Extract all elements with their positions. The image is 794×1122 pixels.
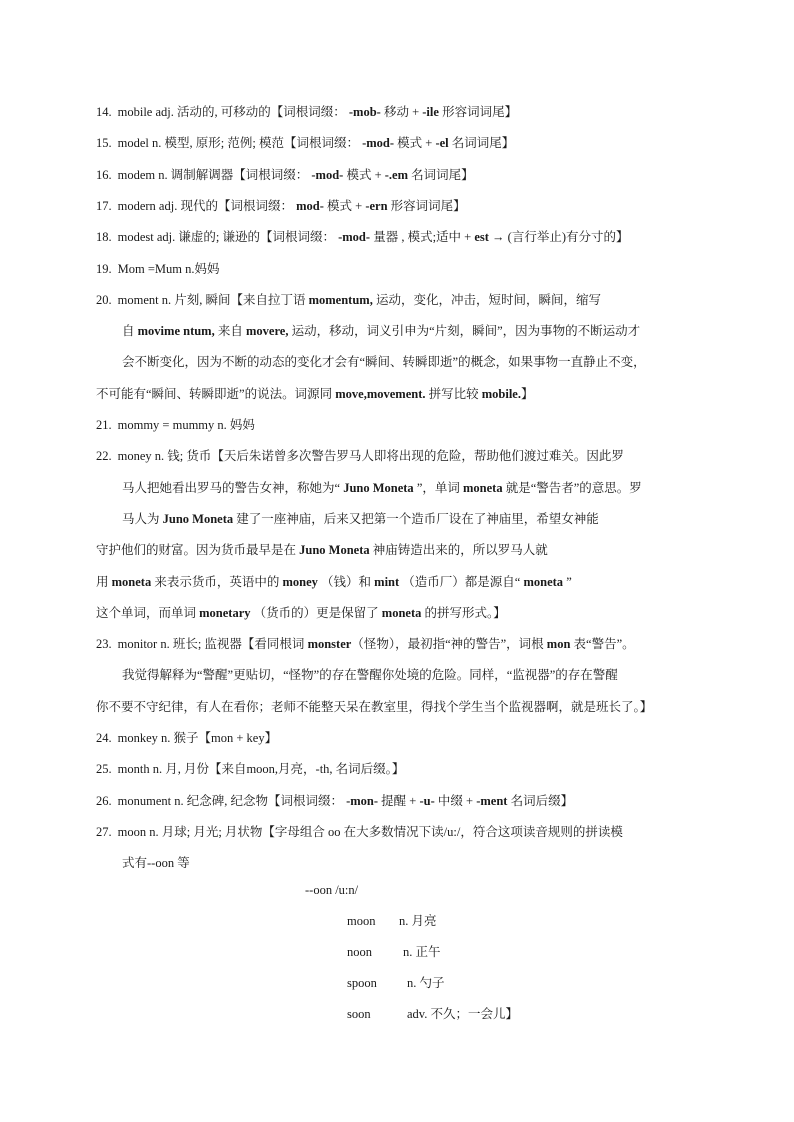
entry-text: ” — [563, 575, 572, 589]
entry-text: 名词后缀】 — [507, 794, 574, 808]
entry-line — [96, 261, 219, 277]
pattern-word-term: moon — [347, 914, 376, 928]
entry-text: 来表示货币，英语中的 — [151, 575, 283, 589]
entry-line — [96, 167, 474, 183]
entry-line — [96, 417, 255, 433]
entry-text: monkey n. 猴子【mon + key】 — [117, 731, 278, 745]
bold-term: est — [474, 230, 489, 244]
entry-text: 运动，变化，冲击，短时间，瞬间，缩写 — [372, 293, 601, 307]
entry-text: month n. 月, 月份【来自moon,月亮，-th, 名词后缀。】 — [117, 762, 405, 776]
entry-continuation-line — [96, 699, 652, 715]
bold-term: -mod- — [311, 168, 344, 182]
pattern-word-term: spoon — [347, 976, 377, 990]
bold-term: moneta — [111, 575, 152, 589]
bold-term: -u- — [419, 794, 435, 808]
pattern-word-term: soon — [347, 1007, 371, 1021]
entry-text: 模式 + — [323, 199, 366, 213]
entry-continuation-line — [122, 855, 190, 871]
entry-text: 不可能有“瞬间、转瞬即逝”的说法。词源同 — [96, 387, 336, 401]
entry-text: 运动，移动，词义引申为“片刻，瞬间”，因为事物的不断运动才 — [288, 324, 641, 338]
entry-line — [96, 730, 277, 746]
entry-line — [96, 636, 635, 652]
entry-text: 守护他们的财富。因为货币最早是在 — [96, 543, 300, 557]
bold-term: moneta — [523, 575, 564, 589]
entry-number: 19. — [96, 262, 112, 276]
bold-term: mint — [374, 575, 400, 589]
pattern-word — [347, 975, 445, 991]
entry-text: 移动 + — [380, 105, 423, 119]
bold-term: Juno Moneta — [343, 481, 414, 495]
entry-continuation-line — [96, 605, 506, 621]
entry-line — [96, 793, 573, 809]
entry-line — [96, 448, 624, 464]
entry-continuation-line — [122, 354, 646, 370]
entry-continuation-line — [96, 574, 572, 590]
entry-line — [96, 292, 601, 308]
entry-text: moment n. 片刻, 瞬间【来自拉丁语 — [117, 293, 309, 307]
bold-term: -mod- — [362, 136, 395, 150]
entry-number: 20. — [96, 293, 112, 307]
entry-text: （钱）和 — [317, 575, 375, 589]
entry-number: 18. — [96, 230, 112, 244]
entry-text: ”，单词 — [413, 481, 463, 495]
entry-text: 名词词尾】 — [408, 168, 474, 182]
entry-line — [96, 229, 629, 245]
pattern-word-gloss: adv. 不久；一会儿】 — [407, 1007, 518, 1021]
bold-term: -mod- — [338, 230, 371, 244]
entry-text: （货币的）更是保留了 — [250, 606, 382, 620]
bold-term: -ile — [422, 105, 439, 119]
entry-text: model n. 模型, 原形; 范例; 模范【词根词缀： — [117, 136, 363, 150]
entry-line — [96, 761, 404, 777]
entry-text: 形容词词尾】 — [387, 199, 466, 213]
entry-text: moon n. 月球; 月光; 月状物【字母组合 oo 在大多数情况下读/u:/，符合这项读音规则的拼读模 — [117, 825, 623, 839]
entry-continuation-line — [122, 323, 640, 339]
entry-text: 形容词词尾】 — [438, 105, 518, 119]
bold-term: moneta — [381, 606, 422, 620]
entry-text: money n. 钱; 货币【天后朱诺曾多次警告罗马人即将出现的危险，帮助他们渡过难关。因此罗 — [117, 449, 624, 463]
bold-term: monetary — [199, 606, 251, 620]
entry-text: 表“警告”。 — [570, 637, 635, 651]
pattern-word-gloss: n. 月亮 — [399, 914, 437, 928]
bold-term: moneta — [463, 481, 503, 495]
bold-term: move,movement. — [335, 387, 426, 401]
entry-line — [96, 198, 466, 214]
entry-text: → (言行举止)有分寸的】 — [488, 230, 629, 244]
entry-text: 你不要不守纪律，有人在看你；老师不能整天呆在教室里，得找个学生当个监视器啊，就是班长了。】 — [96, 700, 653, 714]
entry-text: modem n. 调制解调器【词根词缀： — [117, 168, 312, 182]
bold-term: -ment — [476, 794, 508, 808]
entry-line — [96, 135, 514, 151]
entry-text: 的拼写形式。】 — [421, 606, 506, 620]
entry-continuation-line — [96, 386, 534, 402]
pattern-word — [347, 1006, 518, 1022]
entry-text: 就是“警告者”的意思。罗 — [502, 481, 642, 495]
entry-text: 模式 + — [343, 168, 385, 182]
entry-number: 24. — [96, 731, 112, 745]
entry-number: 21. — [96, 418, 112, 432]
bold-term: -.em — [384, 168, 409, 182]
entry-text: 马人把她看出罗马的警告女神，称她为“ — [122, 481, 344, 495]
bold-term: -ern — [365, 199, 388, 213]
entry-text: 马人为 — [122, 512, 163, 526]
bold-term: Juno Moneta — [299, 543, 370, 557]
entry-number: 17. — [96, 199, 112, 213]
entry-text: 自 — [122, 324, 138, 338]
pattern-word-term: noon — [347, 945, 372, 959]
bold-term: mod- — [296, 199, 324, 213]
entry-text: mobile adj. 活动的, 可移动的【词根词缀： — [117, 105, 349, 119]
bold-term: mon — [546, 637, 571, 651]
entry-text: 量器 , 模式;适中 + — [370, 230, 475, 244]
entry-continuation-line — [122, 667, 618, 683]
entry-number: 22. — [96, 449, 112, 463]
entry-number: 15. — [96, 136, 112, 150]
entry-text: 模式 + — [394, 136, 436, 150]
entry-text: 】 — [520, 387, 534, 401]
bold-term: mobile. — [481, 387, 521, 401]
entry-text: 提醒 + — [378, 794, 420, 808]
pattern-header: --oon /u:n/ — [305, 883, 359, 897]
entry-number: 16. — [96, 168, 112, 182]
entry-text: monitor n. 班长; 监视器【看同根词 — [117, 637, 308, 651]
entry-text: 建了一座神庙，后来又把第一个造币厂设在了神庙里，希望女神能 — [233, 512, 599, 526]
bold-term: Juno Moneta — [162, 512, 234, 526]
entry-text: modern adj. 现代的【词根词缀： — [117, 199, 297, 213]
entry-text: 名词词尾】 — [448, 136, 515, 150]
bold-term: monster — [307, 637, 352, 651]
bold-term: -mon- — [346, 794, 379, 808]
entry-text: 神庙铸造出来的，所以罗马人就 — [369, 543, 548, 557]
entry-text: 来自 — [214, 324, 246, 338]
bold-term: money — [282, 575, 318, 589]
entry-number: 23. — [96, 637, 112, 651]
entry-text: Mom =Mum n.妈妈 — [117, 262, 220, 276]
entry-text: 会不断变化，因为不断的动态的变化才会有“瞬间、转瞬即逝”的概念，如果事物一直静止不变， — [122, 355, 646, 369]
pattern-word — [347, 913, 437, 929]
entry-text: 用 — [96, 575, 112, 589]
entry-text: 中缀 + — [434, 794, 477, 808]
bold-term: movime ntum, — [137, 324, 215, 338]
bold-term: movere, — [245, 324, 289, 338]
bold-term: momentum, — [308, 293, 373, 307]
pattern-word-gloss: n. 勺子 — [407, 976, 445, 990]
entry-text: 我觉得解释为“警醒”更贴切，“怪物”的存在警醒你处境的危险。同样，“监视器”的存在警醒 — [122, 668, 618, 682]
entry-number: 26. — [96, 794, 112, 808]
entry-number: 27. — [96, 825, 112, 839]
entry-text: mommy = mummy n. 妈妈 — [117, 418, 255, 432]
entry-continuation-line — [122, 480, 642, 496]
entry-line — [96, 104, 517, 120]
pattern-word — [347, 944, 441, 960]
entry-text: 拼写比较 — [425, 387, 482, 401]
pattern-word-gloss: n. 正午 — [403, 945, 441, 959]
entry-text: 式有--oon 等 — [122, 856, 190, 870]
entry-line — [96, 824, 623, 840]
bold-term: -el — [435, 136, 449, 150]
bold-term: -mob- — [348, 105, 381, 119]
entry-continuation-line — [122, 511, 599, 527]
entry-text: （造币厂）都是源自“ — [399, 575, 524, 589]
entry-text: monument n. 纪念碑, 纪念物【词根词缀： — [117, 794, 347, 808]
entry-text: 这个单词，而单词 — [96, 606, 200, 620]
entry-continuation-line — [96, 542, 548, 558]
entry-text: modest adj. 谦虚的; 谦逊的【词根词缀： — [117, 230, 339, 244]
entry-text: （怪物），最初指“神的警告”，词根 — [351, 637, 547, 651]
entry-number: 25. — [96, 762, 112, 776]
entry-number: 14. — [96, 105, 112, 119]
